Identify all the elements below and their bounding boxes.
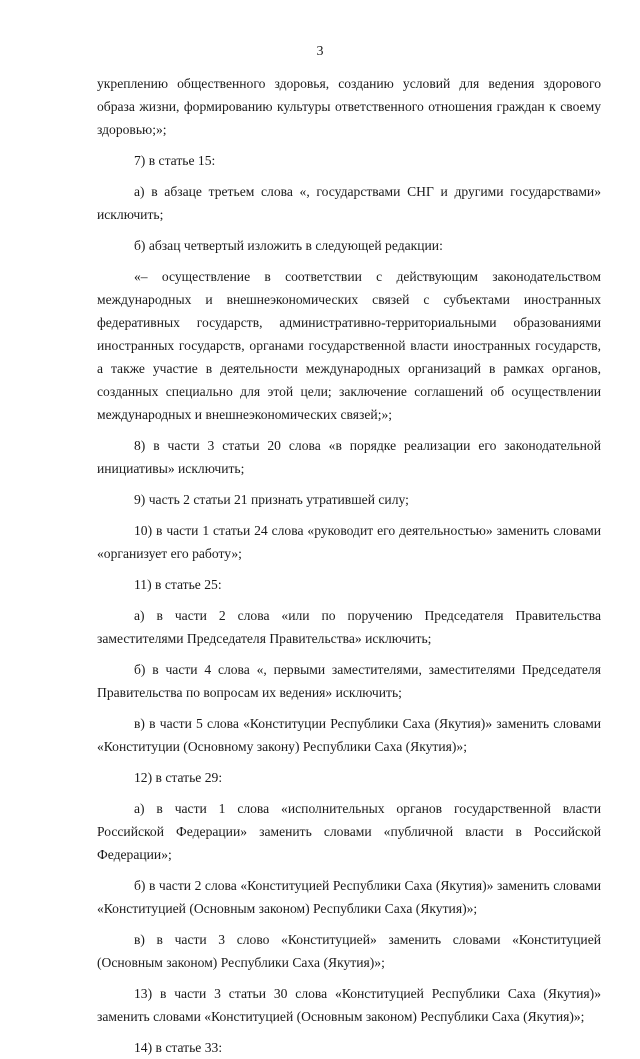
paragraph-item-7: 7) в статье 15: — [134, 153, 216, 168]
paragraph-item-11b: б) в части 4 слова «, первыми заместителями, заместителями Председателя Правительства по вопросам их ведения» исключить; — [97, 662, 601, 700]
document-body — [97, 72, 601, 1059]
paragraph-item-8: 8) в части 3 статьи 20 слова «в порядке реализации его законодательной инициативы» исключить; — [97, 438, 601, 476]
paragraph-item-13: 13) в части 3 статьи 30 слова «Конституцией Республики Саха (Якутия)» заменить словами «Конституцией (Основным законом) Республики Саха (Якутия)»; — [97, 986, 601, 1024]
paragraph-quoted-text: «– осуществление в соответствии с действующим законодательством международных и внешнеэкономических связей с субъектами иностранных федеративных государств, административно-территориальными образованиями иностранных государств, органами государственной власти иностранных государств, а также участие в деятельности международных организаций в рамках органов, созданных специально для этой цели; заключение соглашений об осуществлении международных и внешнеэкономических связей;»; — [97, 269, 601, 422]
paragraph-item-11a: а) в части 2 слова «или по поручению Председателя Правительства заместителями Председателя Правительства» исключить; — [97, 608, 601, 646]
paragraph-item-9: 9) часть 2 статьи 21 признать утратившей силу; — [134, 492, 409, 507]
paragraph-item-12b: б) в части 2 слова «Конституцией Республики Саха (Якутия)» заменить словами «Конституцией (Основным законом) Республики Саха (Якутия)»; — [97, 878, 601, 916]
paragraph-item-10: 10) в части 1 статьи 24 слова «руководит его деятельностью» заменить словами «организует его работу»; — [97, 523, 601, 561]
paragraph-item-11c: в) в части 5 слова «Конституции Республики Саха (Якутия)» заменить словами «Конституции (Основному закону) Республики Саха (Якутия)»; — [97, 716, 601, 754]
paragraph-item-7b: б) абзац четвертый изложить в следующей редакции: — [134, 238, 443, 253]
paragraph-item-7a: а) в абзаце третьем слова «, государствами СНГ и другими государствами» исключить; — [97, 184, 601, 222]
paragraph-item-11: 11) в статье 25: — [134, 577, 222, 592]
paragraph-continuation: укреплению общественного здоровья, созданию условий для ведения здорового образа жизни, формированию культуры ответственного отношения граждан к своему здоровью;»; — [97, 76, 601, 137]
page-number: 3 — [316, 44, 324, 59]
paragraph-item-14: 14) в статье 33: — [134, 1040, 223, 1055]
paragraph-item-12: 12) в статье 29: — [134, 770, 223, 785]
paragraph-item-12c: в) в части 3 слово «Конституцией» заменить словами «Конституцией (Основным законом) Республики Саха (Якутия)»; — [97, 932, 601, 970]
paragraph-item-12a: а) в части 1 слова «исполнительных органов государственной власти Российской Федерации» заменить словами «публичной власти в Российской Федерации»; — [97, 801, 601, 862]
